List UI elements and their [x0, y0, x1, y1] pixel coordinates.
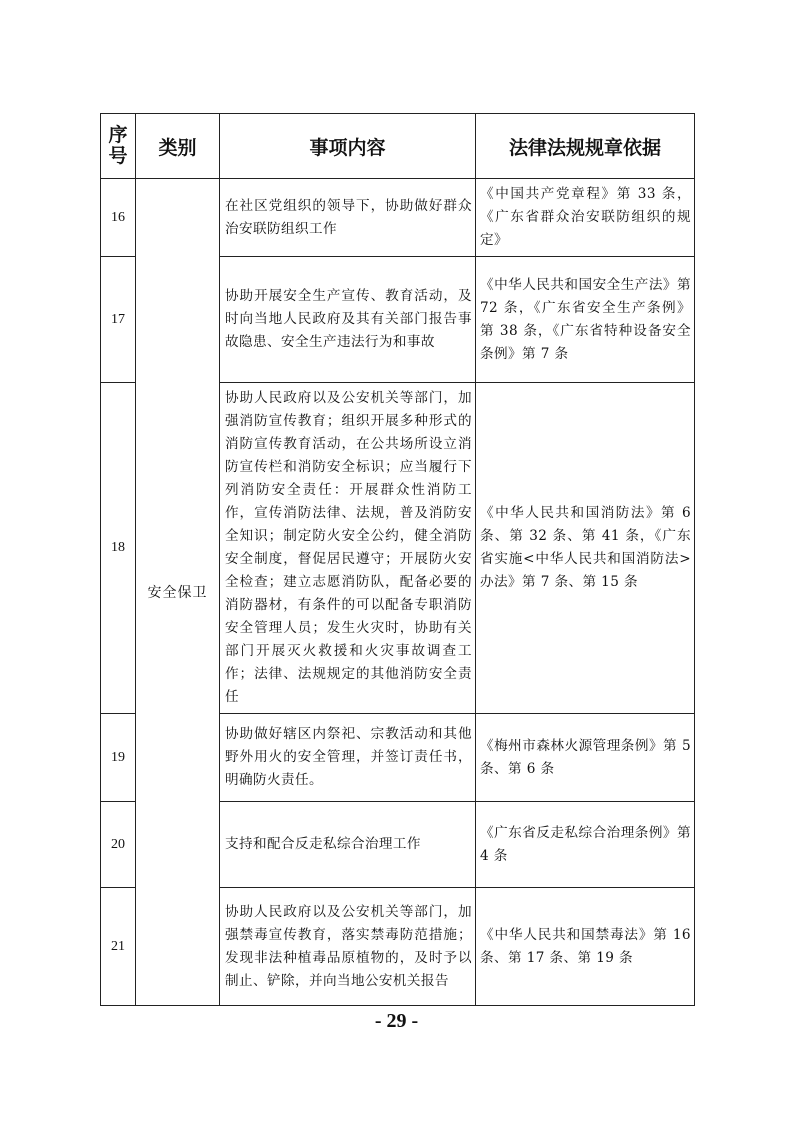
legal-basis: 《中华人民共和国禁毒法》第 16 条、第 17 条、第 19 条 [476, 888, 695, 1006]
item-content: 协助做好辖区内祭祀、宗教活动和其他野外用火的安全管理，并签订责任书，明确防火责任。 [220, 714, 476, 802]
row-number: 16 [101, 179, 136, 257]
item-content: 协助开展安全生产宣传、教育活动，及时向当地人民政府及其有关部门报告事故隐患、安全生产违法行为和事故 [220, 257, 476, 383]
row-number: 20 [101, 802, 136, 888]
header-legal-basis: 法律法规规章依据 [476, 114, 695, 179]
row-number: 17 [101, 257, 136, 383]
item-content: 协助人民政府以及公安机关等部门，加强禁毒宣传教育，落实禁毒防范措施；发现非法种植毒品原植物的，及时予以制止、铲除，并向当地公安机关报告 [220, 888, 476, 1006]
header-category: 类别 [136, 114, 220, 179]
table-header-row [101, 114, 695, 179]
page-number: - 29 - [374, 1010, 419, 1032]
header-item-content: 事项内容 [220, 114, 476, 179]
row-number: 18 [101, 383, 136, 714]
row-number: 19 [101, 714, 136, 802]
item-content: 在社区党组织的领导下，协助做好群众治安联防组织工作 [220, 179, 476, 257]
header-serial-number: 序号 [101, 114, 136, 179]
legal-basis: 《广东省反走私综合治理条例》第 4 条 [476, 802, 695, 888]
row-number: 21 [101, 888, 136, 1006]
legal-basis: 《中华人民共和国安全生产法》第 72 条，《广东省安全生产条例》第 38 条，《广东省特种设备安全条例》第 7 条 [476, 257, 695, 383]
table-row [101, 179, 695, 257]
category-cell: 安全保卫 [136, 179, 220, 1006]
legal-basis: 《中华人民共和国消防法》第 6 条、第 32 条、第 41 条，《广东省实施<中华人民共和国消防法>办法》第 7 条、第 15 条 [476, 383, 695, 714]
legal-basis: 《中国共产党章程》第 33 条，《广东省群众治安联防组织的规定》 [476, 179, 695, 257]
responsibility-table [100, 113, 695, 1006]
item-content: 协助人民政府以及公安机关等部门，加强消防宣传教育；组织开展多种形式的消防宣传教育活动，在公共场所设立消防宣传栏和消防安全标识；应当履行下列消防安全责任：开展群众性消防工作，宣传消防法律、法规，普及消防安全知识；制定防火安全公约，健全消防安全制度，督促居民遵守；开展防火安全检查；建立志愿消防队，配备必要的消防器材，有条件的可以配备专职消防安全管理人员；发生火灾时，协助有关部门开展灭火救援和火灾事故调查工作；法律、法规规定的其他消防安全责任 [220, 383, 476, 714]
item-content: 支持和配合反走私综合治理工作 [220, 802, 476, 888]
legal-basis: 《梅州市森林火源管理条例》第 5 条、第 6 条 [476, 714, 695, 802]
